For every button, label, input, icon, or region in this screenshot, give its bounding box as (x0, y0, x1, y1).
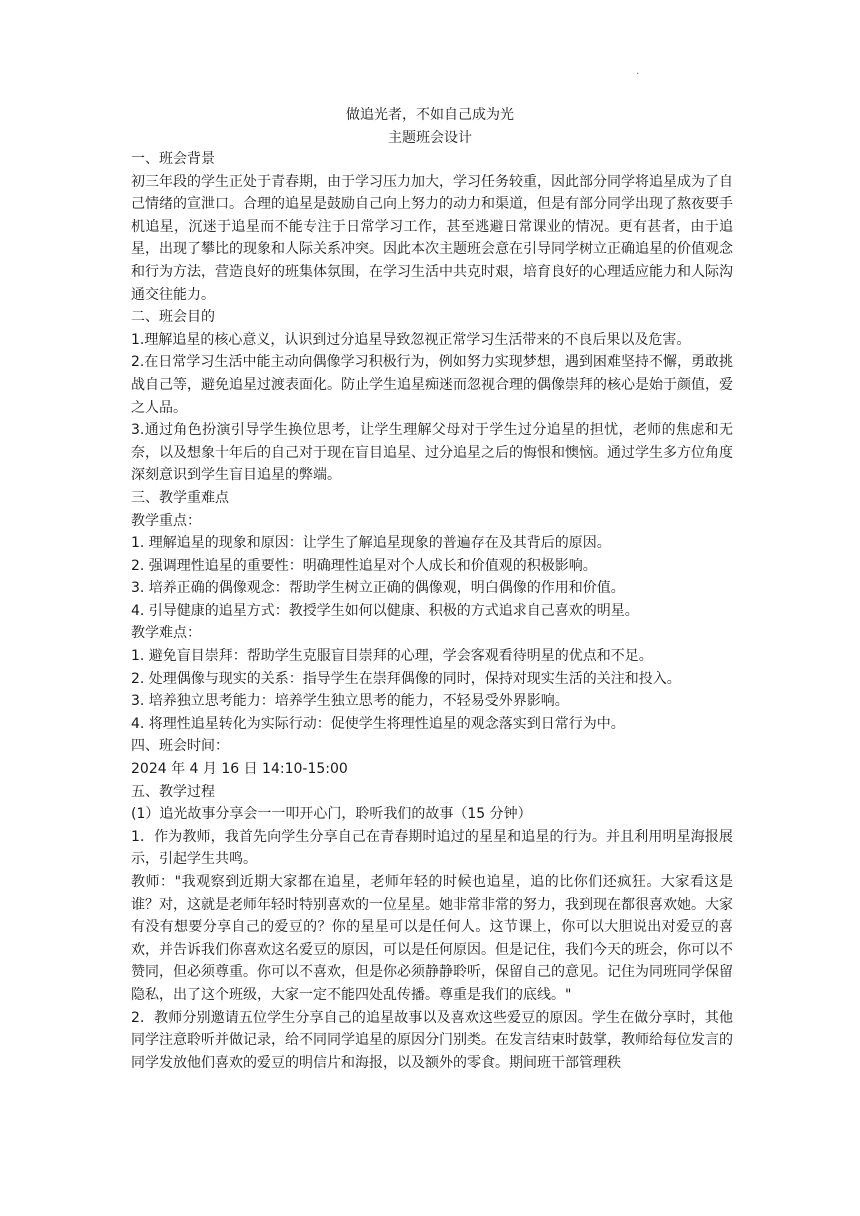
section-heading-background: 一、班会背景 (131, 151, 215, 167)
process-subheading: (1）追光故事分享会一一叩开心门，聆听我们的故事（15 分钟） (131, 806, 532, 823)
difficulty-item: 1. 避免盲目崇拜：帮助学生克服盲目崇拜的心理，学会客观看待明星的优点和不足。 (131, 648, 653, 665)
difficulty-item: 3. 培养独立思考能力：培养学生独立思考的能力，不轻易受外界影响。 (131, 693, 569, 710)
key-point-item: 1. 理解追星的现象和原因：让学生了解追星现象的普遍存在及其背后的原因。 (131, 535, 611, 552)
purpose-item: 3.通过角色扮演引导学生换位思考，让学生理解父母对于学生过分追星的担忧，老师的焦虑和无奈，以及想象十年后的自己对于现在盲目追星、过分追星之后的悔恨和懊恼。通过学生多方位角度深刻意识到学生盲目追星的弊端。 (131, 422, 733, 484)
document-subtitle: 主题班会设计 (388, 130, 472, 146)
difficulties-label: 教学难点： (131, 625, 201, 642)
background-paragraph: 初三年段的学生正处于青春期，由于学习压力加大，学习任务较重，因此部分同学将追星成为了自己情绪的宣泄口。合理的追星是鼓励自己向上努力的动力和渠道，但是有部分同学出现了熬夜要手机追星，沉迷于追星而不能专注于日常学习工作，甚至逃避日常课业的情况。更有甚者，由于追星，出现了攀比的现象和人际关系冲突。因此本次主题班会意在引导同学树立正确追星的价值观念和行为方法，营造良好的班集体氛围，在学习生活中共克时艰，培育良好的心理适应能力和人际沟通交往能力。 (131, 173, 733, 303)
section-heading-key-points: 三、教学重难点 (131, 489, 229, 506)
section-heading-purpose: 二、班会目的 (131, 309, 215, 326)
difficulty-item: 4. 将理性追星转化为实际行动：促使学生将理性追星的观念落实到日常行为中。 (131, 715, 625, 732)
section-heading-time: 四、班会时间： (131, 738, 229, 755)
section-heading-process: 五、教学过程 (131, 783, 215, 800)
teacher-quote-paragraph: 教师："我观察到近期大家都在追星，老师年轻的时候也追星，追的比你们还疯狂。大家看这是谁？对，这就是老师年轻时特别喜欢的一位星星。她非常非常的努力，我到现在都很喜欢她。大家有没有想要分享自己的爱豆的？你的星星可以是任何人。这节课上，你可以大胆说出对爱豆的喜欢，并告诉我们你喜欢这名爱豆的原因，可以是任何原因。但是记住，我们今天的班会，你可以不赞同，但必须尊重。你可以不喜欢，但是你必须静静聆听，保留自己的意见。记住为同班同学保留隐私，出了这个班级，大家一定不能四处乱传播。尊重是我们的底线。" (131, 874, 733, 1003)
process-paragraph: 2．教师分别邀请五位学生分享自己的追星故事以及喜欢这些爱豆的原因。学生在做分享时，其他同学注意聆听并做记录，给不同同学追星的原因分门别类。在发言结束时鼓掌，教师给每位发言的同学发放他们喜欢的爱豆的明信片和海报，以及额外的零食。期间班干部管理秩 (131, 1009, 733, 1071)
key-point-item: 4. 引导健康的追星方式：教授学生如何以健康、积极的方式追求自己喜欢的明星。 (131, 602, 639, 619)
purpose-item: 2.在日常学习生活中能主动向偶像学习积极行为，例如努力实现梦想，遇到困难坚持不懈，勇敢挑战自己等，避免追星过渡表面化。防止学生追星痴迷而忽视合理的偶像崇拜的核心是始于颜值，爱之人品。 (131, 354, 733, 416)
process-paragraph: 1．作为教师，我首先向学生分享自己在青春期时追过的星星和追星的行为。并且利用明星海报展示，引起学生共鸣。 (131, 828, 733, 868)
key-point-item: 2. 强调理性追星的重要性：明确理性追星对个人成长和价值观的积极影响。 (131, 557, 597, 574)
document-title: 做追光者，不如自己成为光 (346, 107, 514, 123)
key-point-item: 3. 培养正确的偶像观念：帮助学生树立正确的偶像观，明白偶像的作用和价值。 (131, 580, 625, 597)
purpose-item: 1.理解追星的核心意义，认识到过分追星导致忽视正常学习生活带来的不良后果以及危害。 (131, 331, 691, 348)
meeting-time: 2024 年 4 月 16 日 14:10-15:00 (131, 761, 348, 778)
header-mark: . (636, 66, 640, 77)
key-points-label: 教学重点： (131, 512, 201, 529)
difficulty-item: 2. 处理偶像与现实的关系：指导学生在崇拜偶像的同时，保持对现实生活的关注和投入。 (131, 670, 681, 687)
document-body (131, 148, 733, 1074)
